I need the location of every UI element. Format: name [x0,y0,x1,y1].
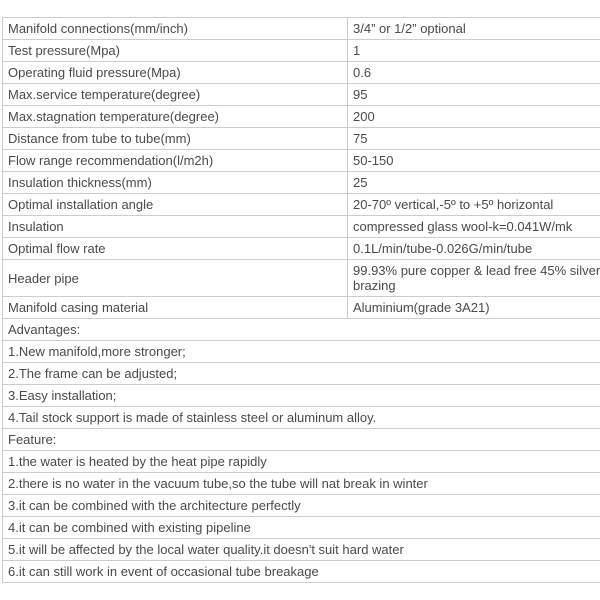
spec-row [3,216,600,238]
text-row-cell: 4.Tail stock support is made of stainless steel or aluminum alloy. [3,407,600,429]
spec-label-cell: Flow range recommendation(l/m2h) [3,150,348,172]
text-row [3,341,600,363]
spec-label-cell: Max.service temperature(degree) [3,84,348,106]
text-row-cell: Advantages: [3,319,600,341]
spec-row [3,128,600,150]
spec-row [3,150,600,172]
spec-row [3,194,600,216]
spec-row [3,238,600,260]
text-row [3,561,600,583]
text-row-cell: 2.there is no water in the vacuum tube,so the tube will nat break in winter [3,473,600,495]
spec-value-cell: 25 [348,172,600,194]
text-row-cell: Feature: [3,429,600,451]
text-row [3,363,600,385]
spec-row [3,297,600,319]
spec-value-cell: compressed glass wool-k=0.041W/mk [348,216,600,238]
spec-label-cell: Header pipe [3,260,348,297]
text-row [3,473,600,495]
spec-label-cell: Max.stagnation temperature(degree) [3,106,348,128]
spec-value-cell: 0.6 [348,62,600,84]
spec-table-body [3,18,600,583]
spec-label-cell: Manifold connections(mm/inch) [3,18,348,40]
text-row-cell: 2.The frame can be adjusted; [3,363,600,385]
text-row-cell: 3.it can be combined with the architecture perfectly [3,495,600,517]
text-row-cell: 3.Easy installation; [3,385,600,407]
spec-row [3,40,600,62]
text-row [3,319,600,341]
spec-row [3,106,600,128]
spec-value-cell: 200 [348,106,600,128]
spec-value-cell: 75 [348,128,600,150]
spec-value-cell: 20-70º vertical,-5º to +5º horizontal [348,194,600,216]
text-row-cell: 6.it can still work in event of occasional tube breakage [3,561,600,583]
spec-table [2,17,600,583]
text-row-cell: 1.New manifold,more stronger; [3,341,600,363]
text-row [3,385,600,407]
spec-label-cell: Operating fluid pressure(Mpa) [3,62,348,84]
spec-label-cell: Optimal installation angle [3,194,348,216]
spec-value-cell: 99.93% pure copper & lead free 45% silver brazing [348,260,600,297]
spec-label-cell: Distance from tube to tube(mm) [3,128,348,150]
spec-value-cell: 50-150 [348,150,600,172]
spec-label-cell: Optimal flow rate [3,238,348,260]
text-row-cell: 4.it can be combined with existing pipeline [3,517,600,539]
text-row [3,495,600,517]
text-row-cell: 1.the water is heated by the heat pipe rapidly [3,451,600,473]
spec-row [3,62,600,84]
text-row [3,539,600,561]
text-row [3,451,600,473]
spec-value-cell: Aluminium(grade 3A21) [348,297,600,319]
spec-value-cell: 1 [348,40,600,62]
spec-label-cell: Insulation thickness(mm) [3,172,348,194]
text-row [3,429,600,451]
spec-value-cell: 95 [348,84,600,106]
spec-row [3,84,600,106]
text-row [3,407,600,429]
spec-label-cell: Test pressure(Mpa) [3,40,348,62]
text-row-cell: 5.it will be affected by the local water quality.it doesn't suit hard water [3,539,600,561]
spec-label-cell: Insulation [3,216,348,238]
spec-row [3,260,600,297]
spec-label-cell: Manifold casing material [3,297,348,319]
spec-value-cell: 0.1L/min/tube-0.026G/min/tube [348,238,600,260]
text-row [3,517,600,539]
spec-row [3,172,600,194]
spec-value-cell: 3/4” or 1/2” optional [348,18,600,40]
spec-row [3,18,600,40]
